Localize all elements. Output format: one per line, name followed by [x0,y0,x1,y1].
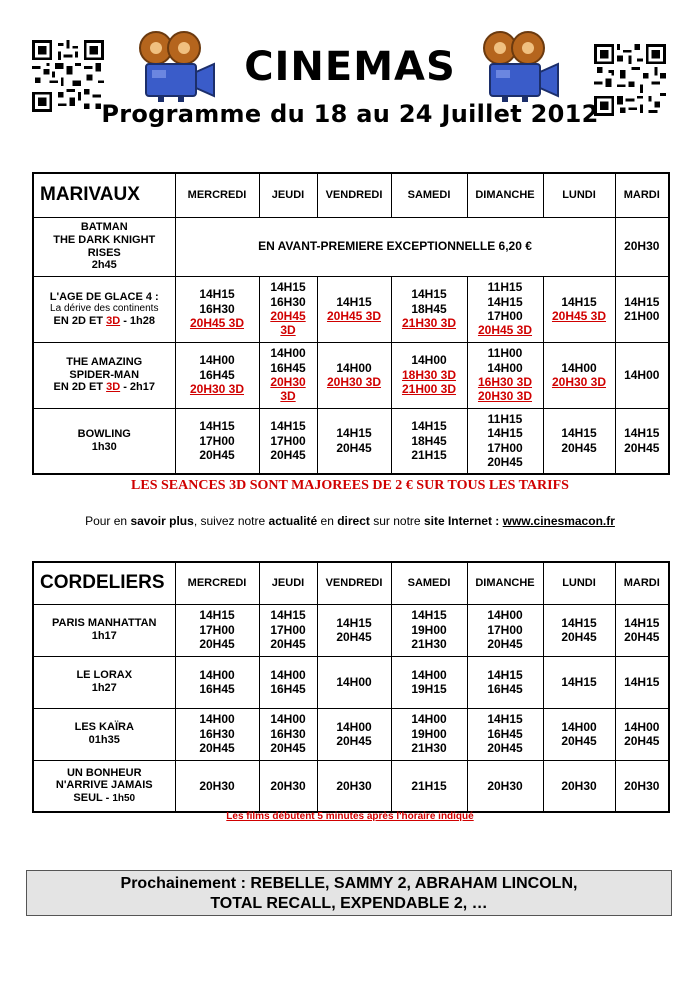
showtime: 14H00 [336,674,372,689]
showtime-cell [615,408,669,474]
showtime: 14H00 [270,346,306,361]
showtime-cell [391,708,467,760]
table-header-row [33,173,669,217]
showtime: 18H45 [411,433,447,448]
table-row [33,604,669,656]
film-title-line: LES KAÏRA [74,721,134,734]
showtime: 14H00 [336,719,372,734]
day-header: JEUDI [259,173,317,217]
film-title-line: RISES [87,246,121,259]
film-duration: 1h27 [91,682,117,694]
showtime: 14H15 [561,674,597,689]
format-text: EN 2D ET [53,381,107,394]
day-header: SAMEDI [391,562,467,604]
showtime: 14H15 [487,712,523,727]
showtime: 14H15 [199,608,235,623]
showtime: 17H00 [487,622,523,637]
showtime-cell [543,760,615,812]
showtime: 20H45 [624,734,660,748]
showtime: 14H00 [411,353,447,368]
page-title: CINEMAS [244,44,456,90]
showtime: 17H00 [487,309,523,323]
showtime: 20H45 [561,734,597,748]
showtime-cell [259,760,317,812]
showtime: 16H45 [199,682,235,696]
showtime-cell [175,656,259,708]
showtime: 14H15 [270,608,306,623]
showtime: 14H15 [561,615,597,630]
showtime: 20H45 [561,630,597,644]
showtime: 16H30 [270,294,306,309]
showtime: 14H15 [336,426,372,441]
format-3d: 3D [106,314,121,327]
showtime-cell [615,760,669,812]
showtime-cell [175,342,259,408]
showtime: 14H15 [411,419,447,434]
format-3d: 3D [106,381,121,394]
3d-surcharge-notice: LES SEANCES 3D SONT MAJOREES DE 2 € SUR TOUS LES TARIFS [131,478,569,493]
cordeliers-schedule-table [32,561,670,813]
showtime-3d: 20H30 3D [189,382,245,397]
showtime: 14H15 [624,615,660,630]
showtime-cell [259,342,317,408]
showtime-3d: 20H45 [270,309,306,323]
showtime: 14H15 [336,294,372,309]
showtime: 14H00 [336,360,372,375]
showtime: 16H30 [199,726,235,741]
coming-soon-line: Prochainement : REBELLE, SAMMY 2, ABRAHAM LINCOLN, [120,875,578,892]
showtime-cell [317,276,391,342]
showtime-cell [391,408,467,474]
showtime: 20H45 [270,741,306,756]
showtime: 21H30 [411,741,447,756]
showtime: 14H15 [624,426,660,441]
showtime: 20H45 [624,630,660,644]
day-header: SAMEDI [391,173,467,217]
film-duration: 01h35 [88,734,120,746]
showtime: 14H15 [487,667,523,682]
showtime-3d: 21H00 3D [401,382,457,397]
showtime: 20H45 [270,447,306,462]
showtime-cell [317,604,391,656]
showtime: 17H00 [199,433,235,448]
film-title-line: SPIDER-MAN [69,368,140,381]
info-text: sur notre [369,514,424,528]
showtime: 20H30 [336,778,372,793]
coming-soon-line: TOTAL RECALL, EXPENDABLE 2, … [210,895,488,912]
info-text: Pour en [85,514,131,528]
table-row [33,276,669,342]
showtime: 17H00 [199,622,235,637]
showtime: 14H00 [561,719,597,734]
film-subtitle-line: La dérive des continents [50,303,159,315]
showtime: 17H00 [270,622,306,637]
showtime: 20H45 [487,741,523,756]
showtime-3d: 20H45 3D [189,316,245,331]
showtime: 14H15 [561,294,597,309]
showtime-cell [615,708,669,760]
film-format-line [34,381,175,394]
showtime: 17H00 [270,433,306,448]
showtime-3d: 21H30 3D [401,316,457,331]
film-title-line: BATMAN [80,221,128,234]
showtime-cell [615,276,669,342]
showtime: 20H45 [487,637,523,652]
marivaux-schedule-table [32,172,670,475]
showtime-cell [467,708,543,760]
showtime: 14H00 [624,367,660,382]
showtime: 20H45 [336,440,372,455]
day-header: DIMANCHE [467,562,543,604]
showtime: 17H00 [487,440,523,455]
website-info-line [0,514,700,528]
showtime: 16H45 [487,726,523,741]
showtime: 19H00 [411,622,447,637]
showtime: 14H15 [336,615,372,630]
showtime: 14H15 [199,287,235,302]
showtime-cell [175,708,259,760]
film-duration: 1h50 [112,793,136,805]
showtime-cell [259,656,317,708]
showtime-cell [391,760,467,812]
table-row [33,656,669,708]
showtime-cell [467,342,543,408]
showtime-cell [467,604,543,656]
showtime: 18H45 [411,301,447,316]
cinema-name-marivaux: MARIVAUX [33,173,175,217]
showtime-cell [317,760,391,812]
film-title-line: LE LORAX [76,669,133,682]
film-title-cell [33,408,175,474]
showtime: 16H45 [199,367,235,382]
showtime-cell [259,276,317,342]
day-header: MERCREDI [175,562,259,604]
film-title-cell [33,342,175,408]
coming-soon-box [26,870,672,916]
showtime: 16H30 [199,301,235,316]
table-row [33,408,669,474]
showtime: 14H15 [561,426,597,441]
showtime: 20H45 [199,447,235,462]
film-title-line: PARIS MANHATTAN [52,617,157,630]
day-header: VENDREDI [317,562,391,604]
showtime: 20H45 [270,637,306,652]
showtime: 16H45 [487,682,523,696]
showtime: 14H00 [411,667,447,682]
showtime-cell [391,656,467,708]
showtime: 11H00 [487,346,523,361]
film-title-line: THE DARK KNIGHT [53,233,156,246]
showtime: 14H15 [199,419,235,434]
showtime: 19H00 [411,726,447,741]
showtime-3d: 20H45 3D [326,309,382,323]
showtime-cell [543,342,615,408]
showtime-3d: 16H30 3D [477,375,533,389]
table-row [33,760,669,812]
showtime-cell [391,276,467,342]
showtime: 20H45 [487,455,523,470]
day-header: JEUDI [259,562,317,604]
film-title-line: UN BONHEUR [66,766,142,779]
film-title-cell [33,604,175,656]
showtime-cell [391,604,467,656]
film-title-cell [33,760,175,812]
showtime-cell [259,408,317,474]
showtime: 21H15 [411,778,447,793]
film-title-cell [33,276,175,342]
start-time-note: Les films débutent 5 minutes après l'horaire indiqué [226,811,474,822]
info-text: en [317,514,338,528]
film-duration: 1h30 [91,440,117,453]
showtime-cell [317,408,391,474]
showtime-cell [175,276,259,342]
showtime-cell [615,342,669,408]
showtime: 14H00 [270,712,306,727]
showtime: 14H15 [624,294,660,309]
showtime-cell [175,760,259,812]
showtime-3d: 18H30 3D [401,367,457,382]
film-title-cell [33,708,175,760]
info-bold: direct [337,514,370,528]
showtime-cell [543,708,615,760]
showtime: 14H15 [411,287,447,302]
table-row [33,342,669,408]
showtime-3d: 3D [280,389,296,404]
table-header-row [33,562,669,604]
showtime: 14H15 [487,426,523,441]
showtime-3d: 20H30 3D [551,375,607,389]
showtime: 21H30 [411,637,447,652]
info-text: , suivez notre [193,514,269,528]
showtime: 20H30 [270,778,306,793]
showtime-3d: 20H30 3D [477,389,533,404]
showtime: 14H00 [199,667,235,682]
showtime: 14H00 [270,667,306,682]
day-header: DIMANCHE [467,173,543,217]
showtime-cell [615,656,669,708]
showtime: 20H30 [487,778,523,793]
showtime-cell [317,342,391,408]
day-header: MERCREDI [175,173,259,217]
film-duration: 2h45 [91,259,117,272]
film-duration: - 2h17 [120,381,155,394]
showtime-cell [543,656,615,708]
showtime: 20H45 [561,440,597,455]
showtime-3d: 20H45 3D [477,323,533,338]
showtime: 20H45 [199,637,235,652]
film-title-line: L'AGE DE GLACE 4 : [49,290,159,303]
showtime-cell: 20H30 [615,217,669,276]
preview-notice: EN AVANT-PREMIERE EXCEPTIONNELLE 6,20 € [175,217,615,276]
showtime: 16H30 [270,726,306,741]
showtime-cell [543,604,615,656]
showtime: 14H00 [487,608,523,623]
showtime: 11H15 [487,280,523,295]
film-duration: 1h17 [91,630,117,642]
showtime-cell [615,604,669,656]
cinema-name-cordeliers: CORDELIERS [33,562,175,604]
film-title-line [34,792,175,805]
day-header: LUNDI [543,562,615,604]
showtime: 14H15 [624,674,660,689]
showtime: 14H00 [411,712,447,727]
showtime: 21H15 [411,447,447,462]
showtime: 14H00 [199,712,235,727]
table-row [33,217,669,276]
showtime: 20H30 [561,778,597,793]
day-header: LUNDI [543,173,615,217]
info-bold: site Internet : [423,514,500,528]
showtime: 14H15 [270,419,306,434]
showtime-cell [543,408,615,474]
showtime-cell [467,408,543,474]
showtime: 14H15 [411,608,447,623]
showtime: 20H30 [199,778,235,793]
showtime-cell [467,656,543,708]
showtime-3d: 20H45 3D [551,309,607,323]
showtime: 20H45 [624,440,660,455]
film-title-line: N'ARRIVE JAMAIS [55,779,153,792]
film-duration: - 1h28 [120,314,155,327]
showtime: 16H45 [270,360,306,375]
showtime-3d: 20H30 3D [326,375,382,389]
showtime-cell [543,276,615,342]
film-format-line [34,315,175,328]
showtime-cell [467,276,543,342]
film-title-line: THE AMAZING [66,356,143,369]
showtime: 19H15 [411,682,447,696]
program-dates: Programme du 18 au 24 Juillet 2012 [101,100,599,128]
info-bold: savoir plus [130,514,194,528]
showtime: 14H15 [487,294,523,309]
showtime: 20H45 [336,630,372,644]
showtime: 11H15 [487,411,523,426]
info-bold: actualité [268,514,318,528]
day-header: MARDI [615,562,669,604]
showtime-cell [391,342,467,408]
showtime-3d: 20H30 [270,375,306,389]
showtime: 21H00 [624,309,660,323]
day-header: MARDI [615,173,669,217]
film-title-line: BOWLING [77,428,131,441]
showtime-cell [259,708,317,760]
showtime: 20H30 [624,778,660,793]
showtime-cell [467,760,543,812]
showtime: 20H45 [199,741,235,756]
format-text: EN 2D ET [53,314,107,327]
website-link[interactable]: www.cinesmacon.fr [502,514,615,528]
showtime: 16H45 [270,682,306,696]
showtime-cell [317,656,391,708]
film-title-cell [33,656,175,708]
showtime-3d: 3D [280,323,296,338]
showtime: 14H15 [270,280,306,295]
showtime: 14H00 [199,353,235,368]
showtime-cell [259,604,317,656]
film-title-cell [33,217,175,276]
day-header: VENDREDI [317,173,391,217]
showtime: 14H00 [624,719,660,734]
showtime-cell [175,604,259,656]
showtime: 20H45 [336,734,372,748]
film-title-text: SEUL - [73,792,113,805]
showtime-cell [317,708,391,760]
showtime: 14H00 [561,360,597,375]
showtime: 14H00 [487,360,523,375]
table-row [33,708,669,760]
showtime-cell [175,408,259,474]
